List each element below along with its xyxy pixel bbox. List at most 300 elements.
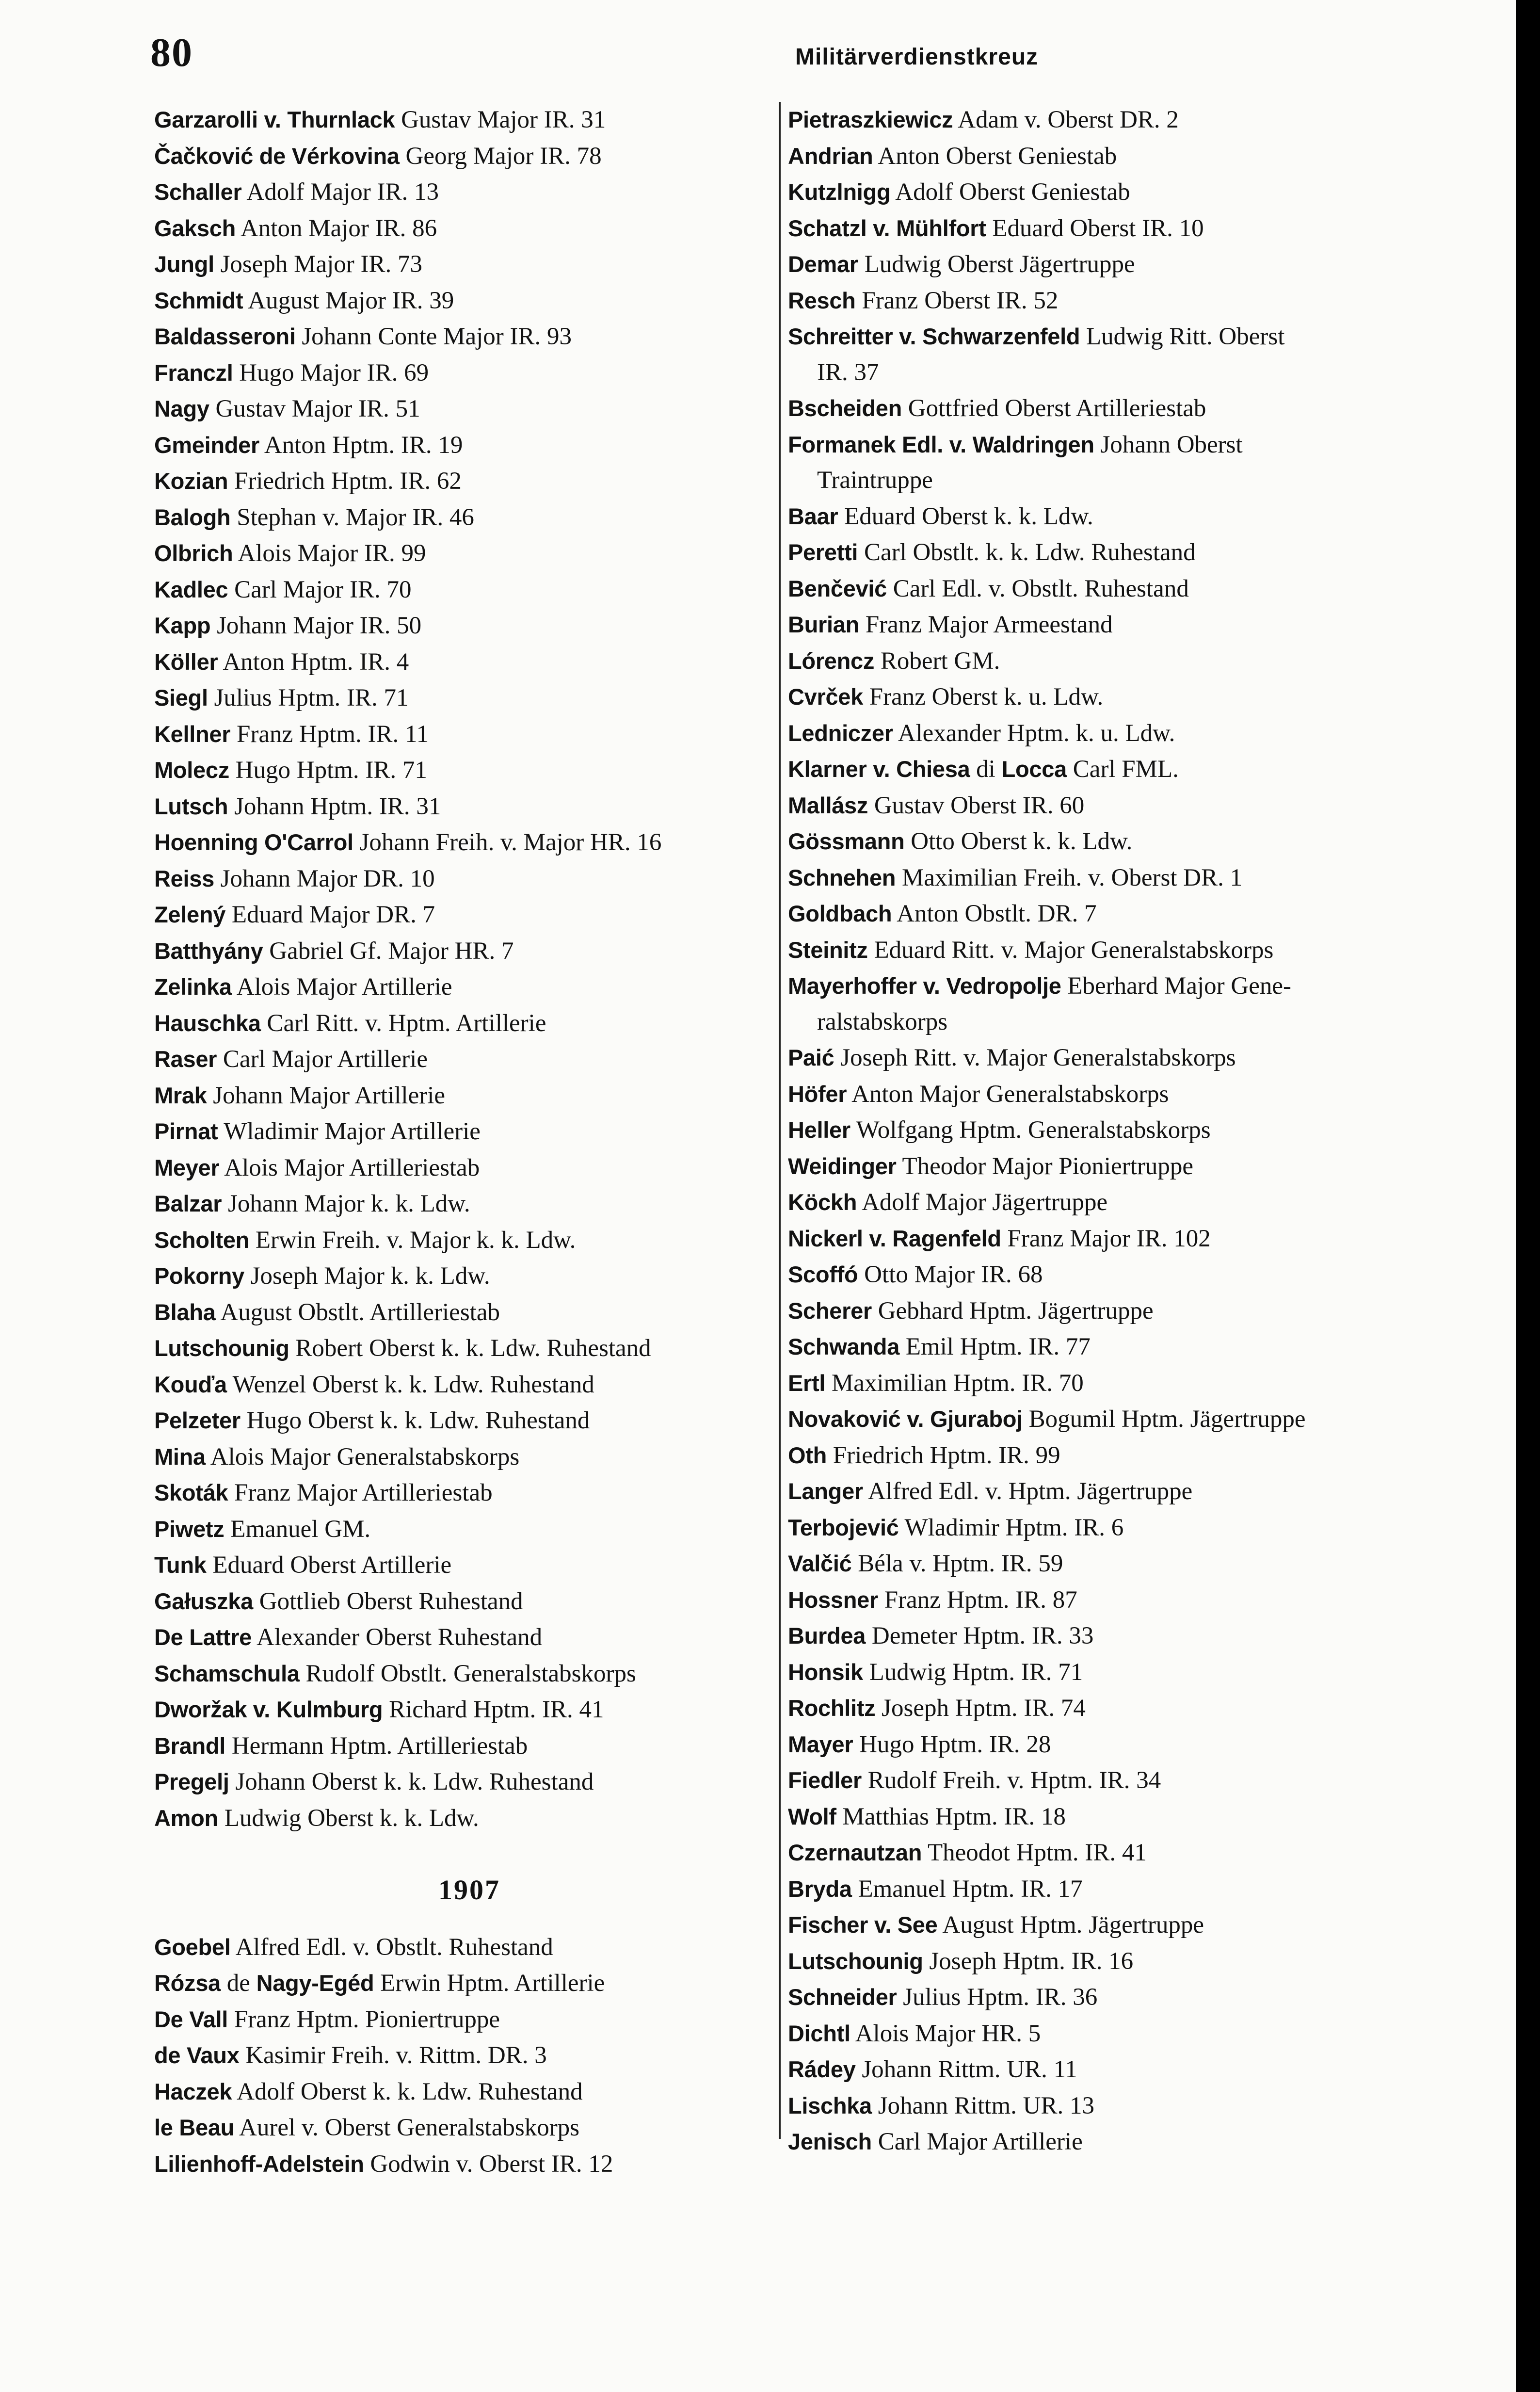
list-item	[154, 1547, 785, 1584]
list-item	[788, 2124, 1418, 2160]
entry-surname: Oth	[788, 1442, 827, 1468]
list-item	[154, 861, 785, 897]
entry-surname: Dworžak v. Kulmburg	[154, 1697, 383, 1722]
entry-surname: Mayerhoffer v. Vedropolje	[788, 973, 1061, 999]
list-item	[788, 1401, 1418, 1438]
list-item	[788, 427, 1418, 463]
entry-details: Rudolf Freih. v. Hptm. IR. 34	[862, 1767, 1161, 1794]
list-item	[788, 751, 1418, 788]
entry-surname: Pregelj	[154, 1769, 229, 1794]
entry-surname: De Lattre	[154, 1624, 252, 1650]
list-item	[788, 896, 1418, 932]
list-item	[788, 968, 1418, 1004]
entry-details: Alois Major Artilleriestab	[219, 1154, 480, 1181]
entry-details: di	[970, 756, 1002, 783]
entry-surname: Formanek Edl. v. Waldringen	[788, 431, 1094, 457]
list-item	[788, 1943, 1418, 1980]
entry-surname: Mrak	[154, 1082, 207, 1108]
entry-details: Alois Major HR. 5	[850, 2020, 1041, 2047]
list-item	[788, 679, 1418, 715]
entry-details: Friedrich Hptm. IR. 62	[228, 468, 462, 495]
entry-surname: Köckh	[788, 1189, 857, 1215]
entry-details: Alexander Hptm. k. u. Ldw.	[893, 719, 1175, 747]
entry-surname: Schreitter v. Schwarzenfeld	[788, 323, 1080, 349]
entry-details: Anton Hptm. IR. 4	[218, 648, 409, 676]
entry-surname: Kouďa	[154, 1371, 227, 1397]
entry-details: Adolf Oberst k. k. Ldw. Ruhestand	[232, 2078, 583, 2105]
list-item	[154, 608, 785, 644]
list-item	[788, 1365, 1418, 1402]
list-item	[154, 1584, 785, 1620]
list-item	[788, 1329, 1418, 1365]
entry-surname: Demar	[788, 251, 858, 277]
entry-surname: Paić	[788, 1045, 834, 1070]
entry-details: Carl Edl. v. Obstlt. Ruhestand	[887, 575, 1189, 602]
entry-details: Gustav Oberst IR. 60	[868, 792, 1085, 819]
entry-details: Erwin Hptm. Artillerie	[374, 1970, 605, 1997]
list-item	[154, 174, 785, 210]
entry-surname: Pokorny	[154, 1263, 244, 1289]
entry-surname: Gaksch	[154, 215, 236, 241]
entry-details: Gottlieb Oberst Ruhestand	[253, 1587, 523, 1615]
entry-details: Maximilian Hptm. IR. 70	[825, 1369, 1084, 1397]
entry-surname: Bryda	[788, 1875, 852, 1902]
list-item	[154, 1330, 785, 1367]
entry-surname: Mallász	[788, 792, 868, 818]
entry-surname: Rádey	[788, 2056, 856, 2082]
entry-surname: Lutsch	[154, 793, 228, 819]
entry-surname: Pelzeter	[154, 1407, 241, 1433]
entry-details: Adolf Major Jägertruppe	[857, 1189, 1108, 1216]
list-item	[788, 174, 1418, 210]
list-item	[788, 788, 1418, 824]
year-heading: 1907	[438, 1874, 500, 1906]
entry-details: Richard Hptm. IR. 41	[383, 1696, 604, 1723]
list-item	[788, 319, 1418, 355]
entry-surname: Dichtl	[788, 2020, 850, 2046]
list-item	[154, 319, 785, 355]
entry-details: Gabriel Gf. Major HR. 7	[263, 937, 514, 965]
entry-surname: Schneider	[788, 1984, 897, 2010]
entry-details: Bogumil Hptm. Jägertruppe	[1022, 1406, 1306, 1433]
entry-details: Julius Hptm. IR. 71	[208, 684, 409, 711]
entry-surname: De Vall	[154, 2006, 228, 2032]
entry-details: Carl Major Artillerie	[217, 1046, 428, 1073]
entry-surname: Lilienhoff-Adelstein	[154, 2150, 364, 2177]
list-item	[154, 572, 785, 608]
entry-details: Eduard Oberst Artillerie	[206, 1552, 452, 1579]
list-item	[154, 1929, 785, 1966]
entry-surname: Kadlec	[154, 576, 228, 602]
entry-surname: Fischer v. See	[788, 1912, 938, 1938]
list-item	[788, 1293, 1418, 1329]
entry-continuation: Traintruppe	[817, 467, 933, 494]
entry-details: Anton Hptm. IR. 19	[259, 431, 463, 459]
entry-surname: Gmeinder	[154, 432, 259, 458]
entry-surname: Schamschula	[154, 1660, 300, 1686]
list-item	[154, 535, 785, 572]
list-item	[154, 2074, 785, 2110]
entry-surname: Terbojević	[788, 1514, 899, 1540]
list-item	[154, 210, 785, 247]
entry-surname: Köller	[154, 648, 218, 675]
list-item	[154, 1403, 785, 1439]
entry-details: Ludwig Ritt. Oberst	[1080, 323, 1285, 350]
list-item	[154, 1078, 785, 1114]
entry-details: Eduard Ritt. v. Major Generalstabskorps	[867, 936, 1274, 964]
list-item	[154, 463, 785, 500]
entry-details: Hugo Oberst k. k. Ldw. Ruhestand	[240, 1407, 590, 1434]
list-item	[788, 715, 1418, 752]
entry-details: Eduard Oberst IR. 10	[986, 214, 1204, 242]
entry-surname: Kutzlnigg	[788, 179, 891, 205]
running-title: Militärverdienstkreuz	[795, 44, 1039, 70]
entry-surname: Burian	[788, 612, 860, 637]
entry-continuation: IR. 37	[817, 358, 879, 386]
entry-surname: Jungl	[154, 251, 214, 277]
list-item	[154, 1692, 785, 1728]
list-item	[154, 1656, 785, 1692]
entry-details: Wladimir Major Artillerie	[218, 1118, 481, 1145]
list-item	[154, 933, 785, 970]
entry-details: Anton Major Generalstabskorps	[847, 1080, 1169, 1108]
entry-surname: le Beau	[154, 2115, 235, 2140]
entry-surname: Mina	[154, 1443, 206, 1470]
entry-surname: Scoffó	[788, 1261, 858, 1287]
entry-surname: Hauschka	[154, 1010, 261, 1036]
list-item	[154, 246, 785, 283]
entry-details: Alois Major IR. 99	[233, 540, 426, 567]
entry-surname: Hossner	[788, 1586, 878, 1613]
entry-surname: Cvrček	[788, 684, 863, 710]
entry-surname: Amon	[154, 1805, 218, 1831]
entry-details: Johann Major DR. 10	[214, 865, 435, 892]
list-item	[154, 1367, 785, 1403]
list-item	[788, 534, 1418, 571]
list-item	[788, 860, 1418, 896]
list-item	[788, 607, 1418, 643]
entry-details: Johann Conte Major IR. 93	[295, 323, 572, 350]
entry-surname: Baldasseroni	[154, 323, 296, 349]
entry-details: Carl FML.	[1066, 756, 1179, 783]
entry-details: Emil Hptm. IR. 77	[899, 1333, 1091, 1360]
entry-details: Aurel v. Oberst Generalstabskorps	[234, 2114, 580, 2141]
entry-details: Joseph Hptm. IR. 16	[923, 1947, 1134, 1975]
entry-details: Adam v. Oberst DR. 2	[953, 106, 1179, 133]
column-divider	[779, 102, 781, 2139]
list-item	[154, 427, 785, 464]
entry-details: Wolfgang Hptm. Generalstabskorps	[850, 1116, 1211, 1144]
entry-surname: Molecz	[154, 757, 229, 783]
entry-surname: Batthyány	[154, 937, 263, 964]
entry-surname: Lutschounig	[154, 1335, 289, 1361]
list-item	[788, 571, 1418, 607]
list-item	[154, 897, 785, 933]
entry-details: Georg Major IR. 78	[399, 142, 602, 170]
entry-surname: Andrian	[788, 143, 873, 169]
entry-surname: Tunk	[154, 1552, 207, 1578]
entry-surname: Kapp	[154, 613, 211, 638]
list-item	[154, 1439, 785, 1475]
list-item	[154, 2110, 785, 2146]
entry-surname: Goldbach	[788, 901, 892, 926]
entry-details: Hugo Major IR. 69	[233, 359, 429, 387]
list-item	[788, 1799, 1418, 1835]
entry-details: Carl Obstlt. k. k. Ldw. Ruhestand	[858, 539, 1196, 566]
entry-details: Carl Ritt. v. Hptm. Artillerie	[260, 1009, 546, 1037]
entry-details: Joseph Major IR. 73	[214, 251, 423, 278]
entry-details: Johann Rittm. UR. 13	[871, 2092, 1094, 2119]
list-item	[788, 1654, 1418, 1691]
list-item	[154, 824, 785, 861]
entry-surname: Skoták	[154, 1480, 228, 1505]
entry-details: Franz Major Armeestand	[859, 611, 1113, 638]
list-item-continuation	[788, 1004, 1418, 1040]
list-item	[788, 246, 1418, 283]
entry-details: Maximilian Freih. v. Oberst DR. 1	[896, 864, 1243, 891]
entry-details: Theodot Hptm. IR. 41	[922, 1839, 1147, 1866]
list-item	[788, 1184, 1418, 1221]
entry-surname: Höfer	[788, 1081, 847, 1107]
entry-details: Hugo Hptm. IR. 71	[229, 757, 427, 784]
entry-details: Béla v. Hptm. IR. 59	[851, 1550, 1063, 1577]
list-item	[788, 2052, 1418, 2088]
entry-details: Joseph Major k. k. Ldw.	[244, 1262, 490, 1290]
entry-details: Wenzel Oberst k. k. Ldw. Ruhestand	[226, 1371, 594, 1398]
entry-details: Franz Hptm. IR. 87	[878, 1586, 1077, 1614]
left-column	[154, 102, 785, 2182]
entry-details: Eduard Oberst k. k. Ldw.	[838, 502, 1093, 530]
entry-details: Johann Oberst	[1094, 431, 1243, 458]
list-item	[154, 1800, 785, 1837]
entry-surname: Wolf	[788, 1803, 836, 1829]
list-item	[788, 824, 1418, 860]
list-item	[788, 1257, 1418, 1293]
list-item	[788, 932, 1418, 969]
entry-surname: Čačković de Vérkovina	[154, 143, 400, 169]
page-number: 80	[150, 30, 193, 75]
entry-surname: Langer	[788, 1478, 863, 1504]
entry-details: August Obstlt. Artilleriestab	[215, 1298, 500, 1326]
list-item	[154, 1005, 785, 1042]
entry-details: Johann Major IR. 50	[210, 612, 422, 639]
list-item	[788, 2088, 1418, 2124]
list-item	[788, 138, 1418, 175]
list-item	[788, 1690, 1418, 1727]
list-item	[788, 1618, 1418, 1654]
entry-details: Gustav Major IR. 51	[209, 395, 420, 422]
list-item	[154, 2037, 785, 2074]
list-item-continuation	[788, 463, 1418, 499]
entry-details: Johann Freih. v. Major HR. 16	[353, 829, 662, 856]
entry-surname: Pietraszkiewicz	[788, 107, 953, 132]
entry-details: Stephan v. Major IR. 46	[230, 503, 474, 531]
entry-surname: Steinitz	[788, 937, 868, 963]
entry-surname: Lutschounig	[788, 1948, 923, 1974]
entry-details: Kasimir Freih. v. Rittm. DR. 3	[239, 2042, 547, 2069]
list-item	[154, 102, 785, 138]
entry-surname: Kellner	[154, 721, 231, 747]
entry-details: Carl Major Artillerie	[871, 2128, 1083, 2155]
entry-surname: Burdea	[788, 1623, 866, 1649]
entry-details: Alfred Edl. v. Hptm. Jägertruppe	[863, 1478, 1193, 1505]
list-item	[154, 138, 785, 175]
entry-details: Alfred Edl. v. Obstlt. Ruhestand	[230, 1933, 553, 1961]
list-item	[788, 390, 1418, 427]
list-item	[788, 1835, 1418, 1871]
entry-surname: Schmidt	[154, 287, 243, 313]
list-item-continuation	[788, 355, 1418, 391]
entry-surname: de Vaux	[154, 2042, 240, 2068]
entry-surname: Blaha	[154, 1299, 216, 1325]
entry-details: Hermann Hptm. Artilleriestab	[225, 1732, 528, 1760]
entry-details: Joseph Hptm. IR. 74	[875, 1695, 1086, 1722]
list-item	[154, 2002, 785, 2038]
entry-surname: Gössmann	[788, 828, 905, 854]
entry-surname: Fiedler	[788, 1767, 862, 1793]
list-item	[788, 1148, 1418, 1185]
entry-surname: Baar	[788, 503, 838, 529]
entry-surname: Heller	[788, 1117, 850, 1143]
list-item	[154, 1965, 785, 2002]
entry-surname: Garzarolli v. Thurnlack	[154, 107, 395, 132]
list-item	[154, 716, 785, 753]
entry-surname: Olbrich	[154, 540, 233, 566]
entry-details: Ludwig Oberst Jägertruppe	[858, 251, 1135, 278]
entry-surname: Jenisch	[788, 2129, 872, 2154]
entry-surname: Balogh	[154, 504, 231, 530]
right-column	[788, 102, 1418, 2160]
entry-surname: Nickerl v. Ragenfeld	[788, 1225, 1001, 1251]
entry-surname: Schnehen	[788, 864, 896, 890]
entry-details: Robert GM.	[874, 647, 1000, 675]
list-item	[788, 283, 1418, 319]
entry-surname: Siegl	[154, 685, 208, 711]
entry-details: Anton Obstlt. DR. 7	[892, 900, 1097, 927]
list-item	[154, 1764, 785, 1800]
entry-details: August Major IR. 39	[243, 287, 454, 314]
entry-details: Matthias Hptm. IR. 18	[836, 1803, 1066, 1830]
entry-surname: Hoenning O'Carrol	[154, 829, 353, 855]
entry-details: Demeter Hptm. IR. 33	[866, 1622, 1094, 1649]
entry-details: Ludwig Oberst k. k. Ldw.	[218, 1804, 479, 1832]
entry-details: Robert Oberst k. k. Ldw. Ruhestand	[289, 1335, 651, 1362]
entry-surname: Scherer	[788, 1297, 872, 1324]
list-item	[788, 2016, 1418, 2052]
entry-details: Hugo Hptm. IR. 28	[853, 1730, 1051, 1758]
entry-surname: Pirnat	[154, 1118, 218, 1144]
list-item	[788, 1762, 1418, 1799]
list-item	[154, 1619, 785, 1656]
entry-surname: Czernautzan	[788, 1840, 922, 1865]
list-item	[788, 102, 1418, 138]
entry-details: Anton Major IR. 86	[236, 214, 437, 242]
entry-surname: Schatzl v. Mühlfort	[788, 215, 986, 241]
list-item	[788, 1473, 1418, 1510]
entry-details: de	[220, 1970, 257, 1997]
entry-surname: Franczl	[154, 359, 233, 386]
entry-surname: Reiss	[154, 865, 214, 891]
list-item	[788, 1727, 1418, 1763]
entry-surname: Kozian	[154, 468, 228, 494]
entry-details: Johann Oberst k. k. Ldw. Ruhestand	[229, 1768, 594, 1795]
entry-details: Franz Major IR. 102	[1001, 1225, 1211, 1252]
list-item	[788, 1112, 1418, 1148]
entry-surname: Ertl	[788, 1370, 826, 1396]
list-item	[154, 644, 785, 680]
entry-details: Godwin v. Oberst IR. 12	[364, 2150, 613, 2178]
list-item	[788, 499, 1418, 535]
entry-details: Carl Major IR. 70	[228, 576, 412, 603]
entry-details: Johann Major k. k. Ldw.	[222, 1190, 470, 1217]
entry-surname: Klarner v. Chiesa	[788, 756, 970, 782]
entry-surname: Raser	[154, 1046, 217, 1072]
list-item	[154, 752, 785, 789]
scan-border	[1516, 0, 1540, 2392]
entry-surname: Gałuszka	[154, 1588, 253, 1614]
list-item	[154, 969, 785, 1005]
entry-details: Erwin Freih. v. Major k. k. Ldw.	[249, 1226, 576, 1254]
entry-details: Adolf Major IR. 13	[241, 178, 439, 206]
list-item	[788, 1040, 1418, 1076]
list-item	[154, 1186, 785, 1222]
list-item	[154, 1511, 785, 1548]
entry-details: Anton Oberst Geniestab	[873, 142, 1117, 170]
entry-surname: Rochlitz	[788, 1695, 876, 1721]
list-item	[154, 1222, 785, 1259]
list-item	[788, 1907, 1418, 1943]
entry-details: Wladimir Hptm. IR. 6	[898, 1514, 1124, 1541]
entry-details: Franz Oberst k. u. Ldw.	[863, 683, 1104, 711]
list-item	[154, 1150, 785, 1186]
entry-surname: Mayer	[788, 1731, 853, 1757]
list-item	[154, 391, 785, 427]
entry-details: Alois Major Artillerie	[231, 973, 452, 1001]
entry-details: Emanuel Hptm. IR. 17	[851, 1875, 1083, 1903]
entry-details: Franz Hptm. IR. 11	[230, 720, 429, 748]
list-item	[788, 1221, 1418, 1257]
entry-surname-part: Nagy-Egéd	[256, 1970, 374, 1996]
entry-details: Otto Major IR. 68	[858, 1261, 1043, 1288]
entry-details: Franz Major Artilleriestab	[228, 1479, 493, 1506]
entry-details: Johann Hptm. IR. 31	[228, 792, 441, 820]
entry-surname: Novaković v. Gjuraboj	[788, 1406, 1023, 1432]
list-item	[788, 1438, 1418, 1474]
entry-surname: Zelinka	[154, 974, 232, 1000]
entry-surname: Resch	[788, 287, 856, 313]
entry-continuation: ralstabskorps	[817, 1008, 948, 1035]
entry-surname: Benčević	[788, 575, 887, 601]
entry-surname: Peretti	[788, 539, 858, 565]
list-item	[154, 1728, 785, 1764]
list-item	[154, 283, 785, 319]
entry-details: Eduard Major DR. 7	[225, 901, 435, 928]
entry-details: Franz Oberst IR. 52	[855, 287, 1059, 314]
entry-surname: Schaller	[154, 179, 242, 205]
list-item	[154, 355, 785, 391]
entry-details: Joseph Ritt. v. Major Generalstabskorps	[834, 1044, 1236, 1071]
entry-surname: Rózsa	[154, 1970, 221, 1996]
list-item	[788, 1076, 1418, 1113]
entry-details: Friedrich Hptm. IR. 99	[827, 1441, 1060, 1469]
entry-details: Ludwig Hptm. IR. 71	[863, 1658, 1083, 1686]
entry-details: Johann Rittm. UR. 11	[855, 2056, 1077, 2083]
list-item	[154, 680, 785, 716]
entry-surname: Meyer	[154, 1154, 220, 1180]
entry-details: Gebhard Hptm. Jägertruppe	[871, 1297, 1154, 1325]
entry-surname: Honsik	[788, 1659, 863, 1685]
list-item	[154, 2146, 785, 2182]
